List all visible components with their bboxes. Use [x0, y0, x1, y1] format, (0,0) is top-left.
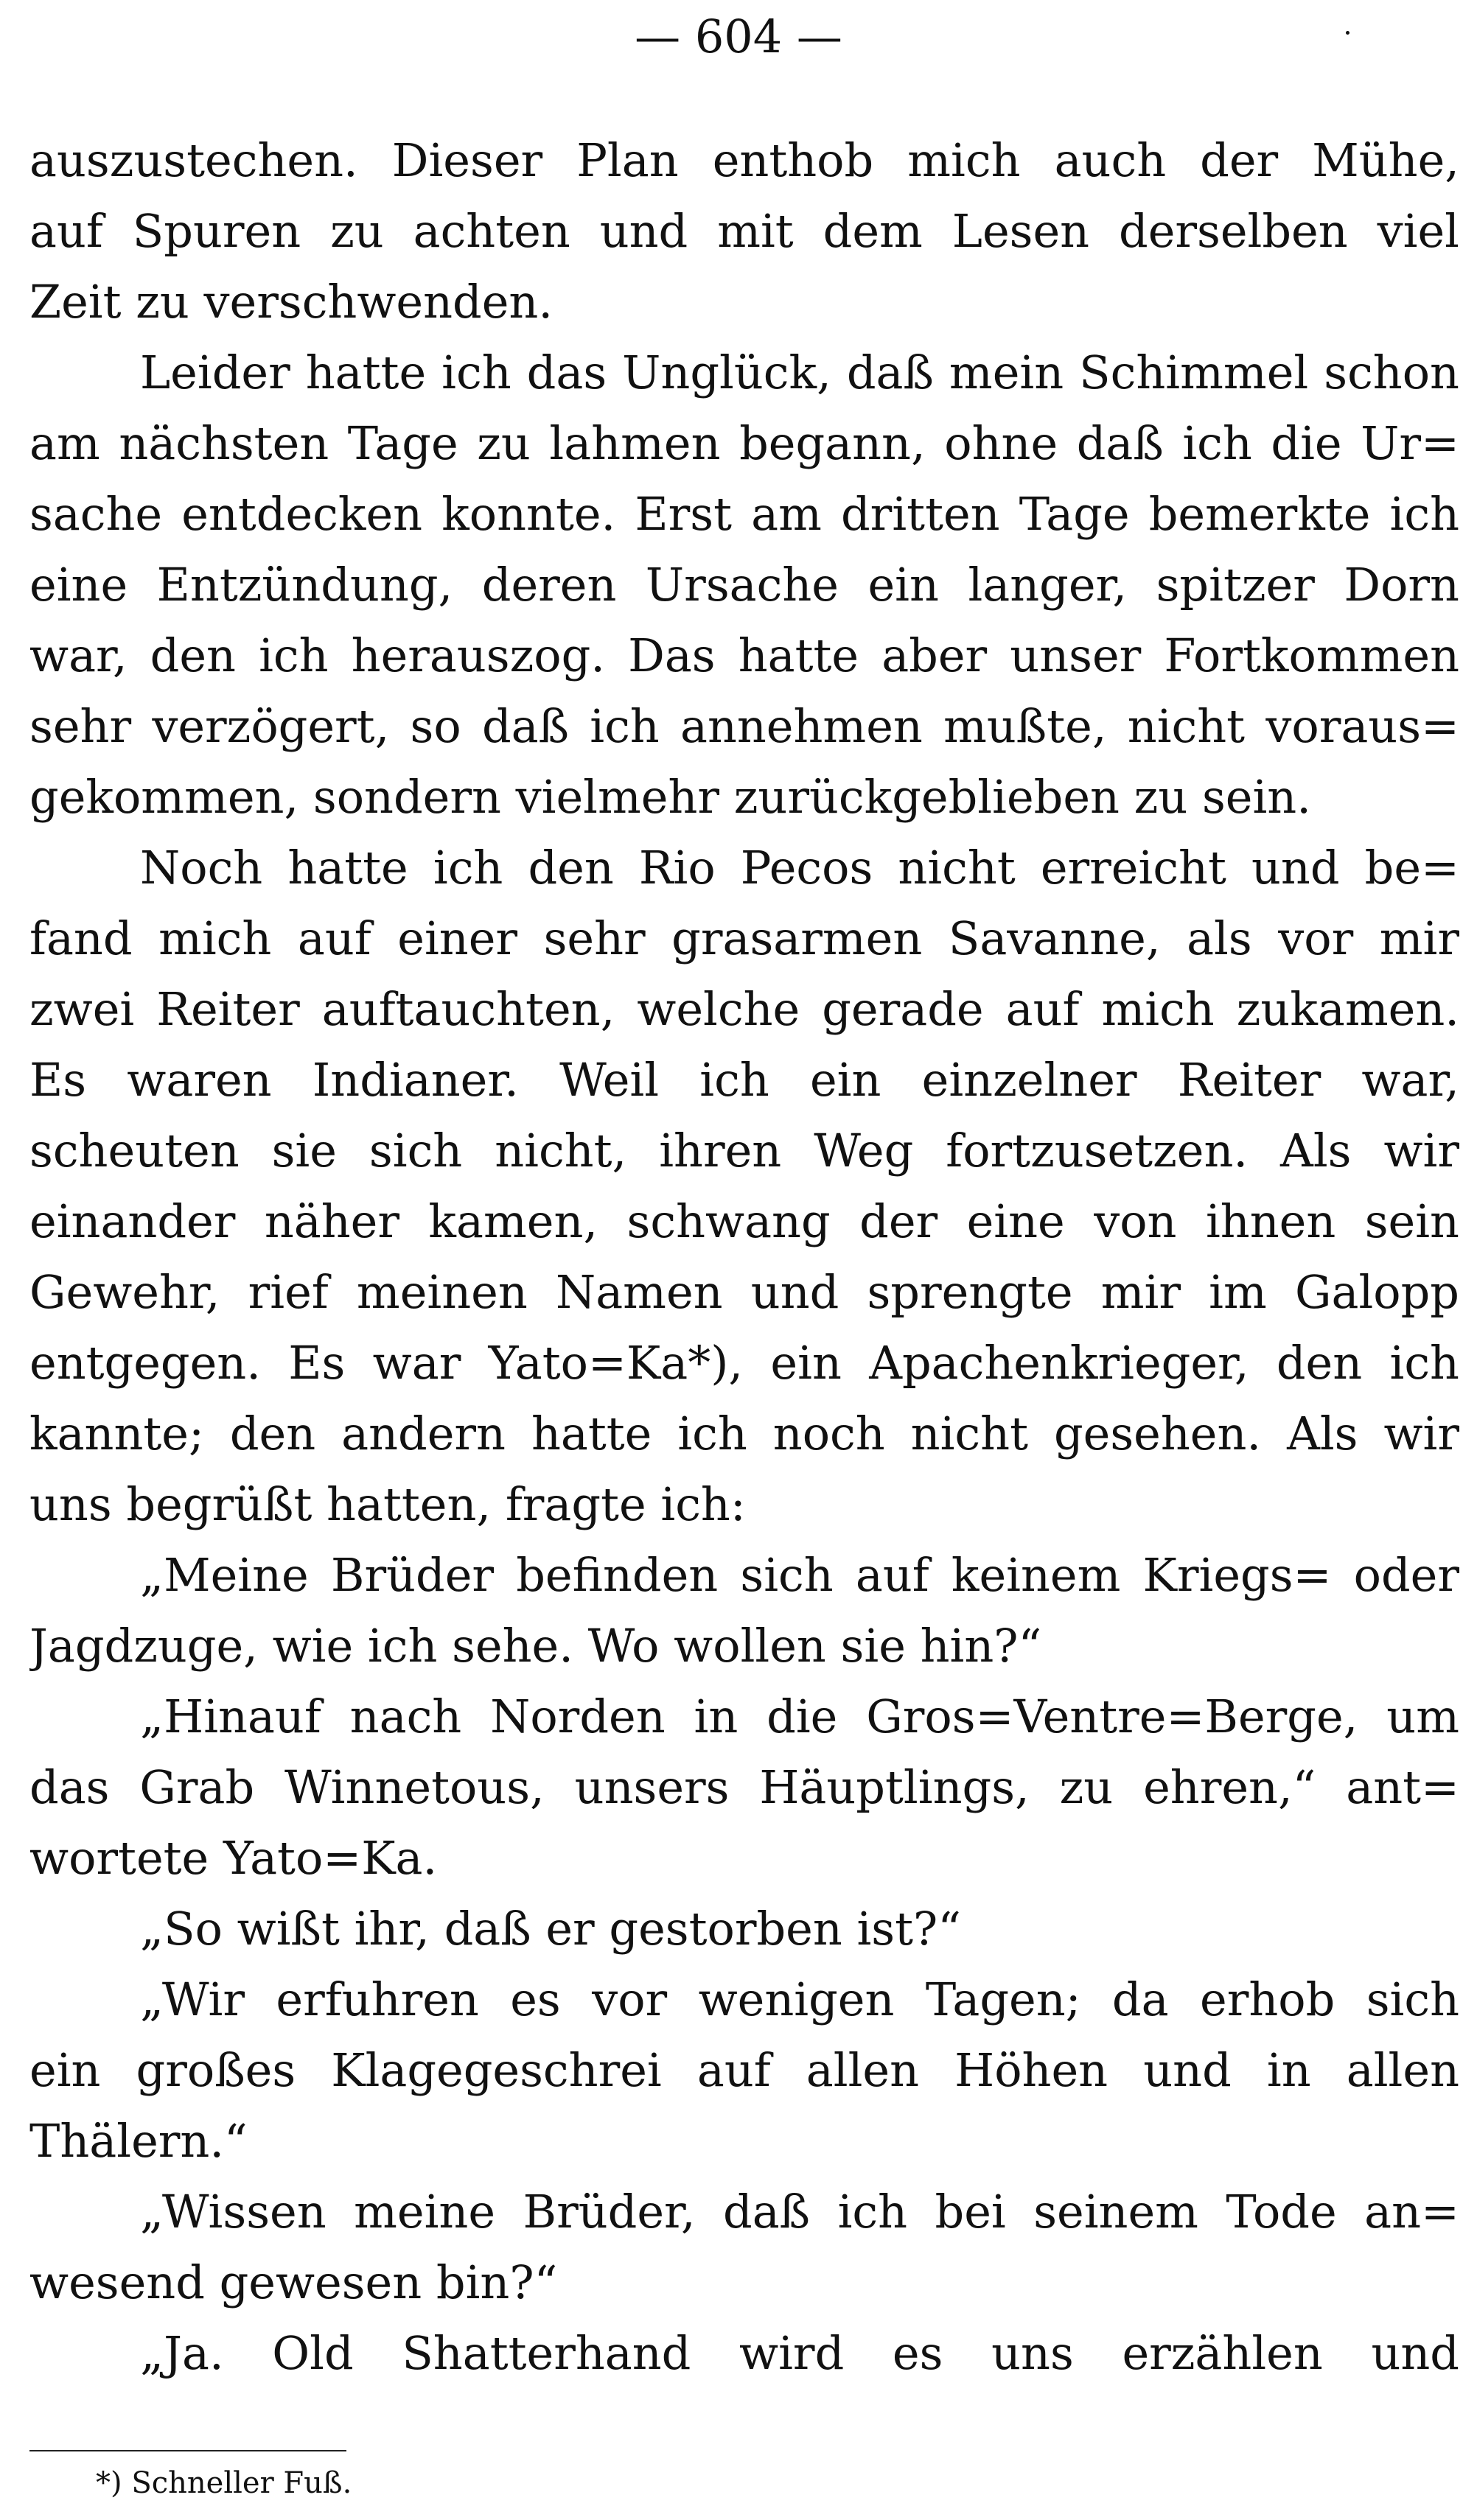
body-text — [29, 125, 1459, 2389]
text-line: scheuten sie sich nicht, ihren Weg fortzusetzen. Als wir — [29, 1124, 1459, 1177]
text-line: ein großes Klagegeschrei auf allen Höhen und in allen — [29, 2043, 1459, 2097]
text-line: zwei Reiter auftauchten, welche gerade auf mich zukamen. — [29, 982, 1459, 1036]
text-line: Leider hatte ich das Unglück, daß mein Schimmel schon — [140, 346, 1459, 399]
text-line: Gewehr, rief meinen Namen und sprengte mir im Galopp — [29, 1265, 1459, 1319]
text-line: eine Entzündung, deren Ursache ein langer, spitzer Dorn — [29, 558, 1459, 612]
text-line: Es waren Indianer. Weil ich ein einzelner Reiter war, — [29, 1053, 1459, 1107]
text-line: entgegen. Es war Yato=Ka*), ein Apachenkrieger, den ich — [29, 1336, 1459, 1390]
text-line: kannte; den andern hatte ich noch nicht gesehen. Als wir — [29, 1407, 1459, 1460]
page-number: — 604 — — [635, 10, 842, 63]
text-line: am nächsten Tage zu lahmen begann, ohne daß ich die Ur= — [29, 416, 1459, 470]
text-line: Noch hatte ich den Rio Pecos nicht erreicht und be= — [140, 841, 1459, 895]
page-speck — [1346, 31, 1349, 35]
text-line: Zeit zu verschwenden. — [29, 275, 554, 329]
text-line: Thälern.“ — [29, 2114, 248, 2168]
text-line: sehr verzögert, so daß ich annehmen mußte, nicht voraus= — [29, 699, 1459, 753]
text-line: „So wißt ihr, daß er gestorben ist?“ — [140, 1902, 961, 1956]
text-line: wesend gewesen bin?“ — [29, 2255, 558, 2309]
text-line: „Wir erfuhren es vor wenigen Tagen; da erhob sich — [140, 1973, 1459, 2026]
text-line: wortete Yato=Ka. — [29, 1831, 438, 1885]
text-line: „Meine Brüder befinden sich auf keinem Kriegs= oder — [140, 1548, 1459, 1602]
text-line: war, den ich herauszog. Das hatte aber unser Fortkommen — [29, 629, 1459, 682]
text-line: gekommen, sondern vielmehr zurückgeblieben zu sein. — [29, 770, 1311, 824]
text-line: das Grab Winnetous, unsers Häuptlings, zu ehren,“ ant= — [29, 1760, 1459, 1814]
footnote: *) Schneller Fuß. — [96, 2466, 352, 2500]
footnote-rule — [29, 2450, 346, 2451]
text-line: uns begrüßt hatten, fragte ich: — [29, 1477, 746, 1531]
text-line: „Ja. Old Shatterhand wird es uns erzählen und — [140, 2326, 1459, 2380]
text-line: auf Spuren zu achten und mit dem Lesen derselben viel — [29, 204, 1459, 258]
text-line: „Hinauf nach Norden in die Gros=Ventre=Berge, um — [140, 1690, 1459, 1743]
text-line: fand mich auf einer sehr grasarmen Savanne, als vor mir — [29, 911, 1459, 965]
text-line: sache entdecken konnte. Erst am dritten Tage bemerkte ich — [29, 487, 1459, 541]
text-line: Jagdzuge, wie ich sehe. Wo wollen sie hin?“ — [29, 1619, 1042, 1673]
text-line: „Wissen meine Brüder, daß ich bei seinem Tode an= — [140, 2185, 1459, 2239]
text-line: auszustechen. Dieser Plan enthob mich auch der Mühe, — [29, 133, 1459, 187]
text-line: einander näher kamen, schwang der eine von ihnen sein — [29, 1194, 1459, 1248]
